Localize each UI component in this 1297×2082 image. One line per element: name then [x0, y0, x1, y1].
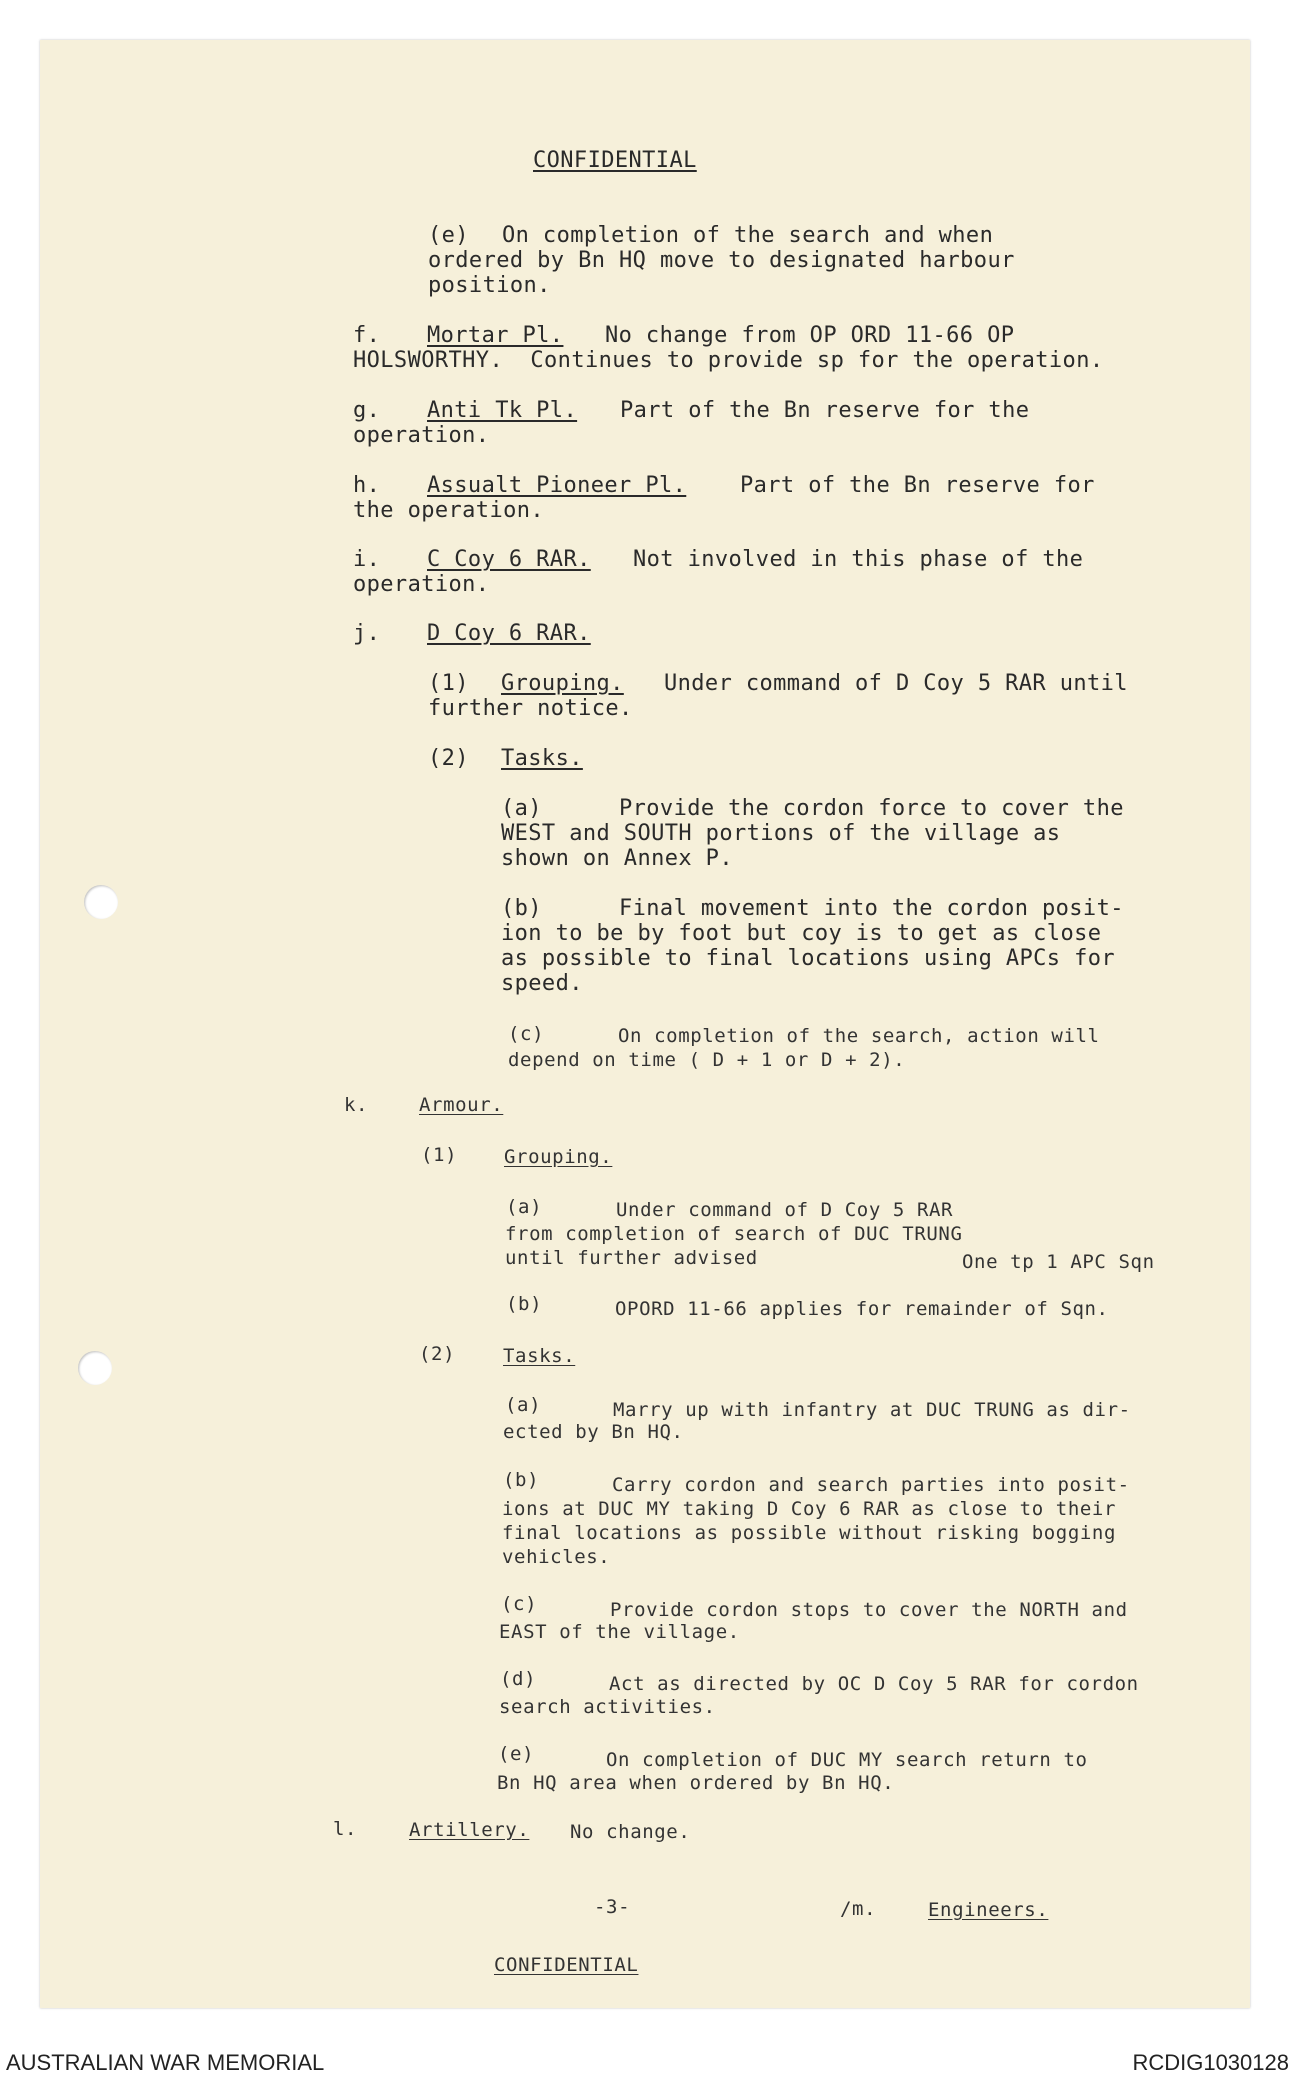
para-j-task-a-first: Provide the cordon force to cover the	[619, 796, 1124, 821]
para-k-task-e-label: (e)	[498, 1743, 535, 1765]
para-i-letter: i.	[353, 547, 381, 572]
para-f-letter: f.	[353, 323, 381, 348]
para-e-label: (e)	[428, 223, 469, 248]
para-k-task-b-line-2: ions at DUC MY taking D Coy 6 RAR as close to their	[502, 1498, 1116, 1520]
para-k-grouping-num: (1)	[421, 1144, 458, 1166]
para-j-task-b-line-3: as possible to final locations using APCs for	[501, 946, 1116, 971]
para-k-grouping-a-label: (a)	[506, 1196, 543, 1218]
para-k-task-a-first: Marry up with infantry at DUC TRUNG as dir-	[613, 1399, 1131, 1421]
page-number: -3-	[594, 1896, 631, 1918]
para-k-task-e-line-2: Bn HQ area when ordered by Bn HQ.	[497, 1772, 895, 1794]
para-j-task-a-line-3: shown on Annex P.	[501, 846, 733, 871]
para-f-heading: Mortar Pl.	[427, 323, 564, 348]
para-j-task-a-label: (a)	[501, 796, 542, 821]
para-i-line-1: Not involved in this phase of the	[633, 547, 1084, 572]
para-g-line-1: Part of the Bn reserve for the	[620, 398, 1030, 423]
para-l-text: No change.	[570, 1821, 691, 1843]
para-j-grouping-heading: Grouping.	[501, 671, 624, 696]
para-e-line-1: On completion of the search and when	[502, 223, 994, 248]
para-k-task-b-line-3: final locations as possible without risking bogging	[502, 1522, 1116, 1544]
para-k-grouping-b-label: (b)	[506, 1293, 543, 1315]
para-k-tasks-num: (2)	[419, 1343, 456, 1365]
para-j-task-a-line-2: WEST and SOUTH portions of the village as	[501, 821, 1061, 846]
para-i-line-2: operation.	[353, 572, 490, 597]
para-k-letter: k.	[344, 1094, 369, 1116]
para-g-line-2: operation.	[353, 423, 490, 448]
para-k-task-c-first: Provide cordon stops to cover the NORTH and	[610, 1599, 1128, 1621]
para-k-grouping-heading: Grouping.	[504, 1146, 613, 1168]
archive-reference: RCDIG1030128	[1132, 2050, 1289, 2075]
para-j-task-c-first: On completion of the search, action will	[618, 1025, 1100, 1047]
para-j-heading: D Coy 6 RAR.	[427, 621, 591, 646]
para-k-tasks-heading: Tasks.	[503, 1345, 576, 1367]
para-f-line-2: HOLSWORTHY. Continues to provide sp for the operation.	[353, 348, 1104, 373]
para-h-heading: Assualt Pioneer Pl.	[427, 473, 687, 498]
para-k-grouping-a-line-3: until further advised	[505, 1247, 758, 1269]
para-k-task-a-label: (a)	[505, 1394, 542, 1416]
continuation-marker: /m.	[840, 1898, 877, 1920]
para-j-task-c-label: (c)	[508, 1023, 545, 1045]
para-k-task-e-first: On completion of DUC MY search return to	[606, 1749, 1088, 1771]
para-k-task-c-line-2: EAST of the village.	[499, 1621, 740, 1643]
punch-hole-lower	[78, 1351, 112, 1385]
para-k-grouping-a-first: Under command of D Coy 5 RAR	[616, 1199, 954, 1221]
para-k-grouping-b-first: OPORD 11-66 applies for remainder of Sqn.	[615, 1298, 1109, 1320]
para-h-letter: h.	[353, 473, 381, 498]
para-j-task-b-label: (b)	[501, 896, 542, 921]
para-k-task-b-line-4: vehicles.	[502, 1546, 611, 1568]
para-j-tasks-num: (2)	[428, 746, 469, 771]
para-k-task-b-label: (b)	[503, 1469, 540, 1491]
para-j-task-c-line-2: depend on time ( D + 1 or D + 2).	[508, 1049, 906, 1071]
para-g-letter: g.	[353, 398, 381, 423]
para-k-task-d-label: (d)	[500, 1668, 537, 1690]
header-classification: CONFIDENTIAL	[533, 148, 697, 173]
para-k-grouping-a-line-2: from completion of search of DUC TRUNG	[505, 1223, 963, 1245]
para-k-task-b-first: Carry cordon and search parties into posit-	[612, 1474, 1130, 1496]
para-l-letter: l.	[333, 1818, 358, 1840]
archive-institution: AUSTRALIAN WAR MEMORIAL	[6, 2050, 325, 2075]
para-g-heading: Anti Tk Pl.	[427, 398, 578, 423]
para-i-heading: C Coy 6 RAR.	[427, 547, 591, 572]
para-j-grouping-line-1: Under command of D Coy 5 RAR until	[664, 671, 1128, 696]
para-j-task-b-line-2: ion to be by foot but coy is to get as close	[501, 921, 1102, 946]
para-k-task-d-first: Act as directed by OC D Coy 5 RAR for cordon	[609, 1673, 1139, 1695]
para-j-task-b-first: Final movement into the cordon posit-	[619, 896, 1124, 921]
para-k-task-d-line-2: search activities.	[499, 1696, 716, 1718]
para-e-line-2: ordered by Bn HQ move to designated harbour	[428, 248, 1015, 273]
para-l-heading: Artillery.	[409, 1819, 530, 1841]
punch-hole-upper	[84, 885, 118, 919]
para-k-heading: Armour.	[419, 1094, 504, 1116]
continuation-heading: Engineers.	[928, 1899, 1049, 1921]
para-k-grouping-a-side-note: One tp 1 APC Sqn	[962, 1251, 1155, 1273]
para-k-task-c-label: (c)	[501, 1593, 538, 1615]
para-h-line-1: Part of the Bn reserve for	[740, 473, 1095, 498]
footer-classification: CONFIDENTIAL	[494, 1954, 639, 1976]
para-h-line-2: the operation.	[353, 498, 545, 523]
para-f-line-1: No change from OP ORD 11-66 OP	[605, 323, 1015, 348]
para-k-task-a-line-2: ected by Bn HQ.	[503, 1421, 684, 1443]
para-j-letter: j.	[353, 621, 381, 646]
para-j-task-b-line-4: speed.	[501, 971, 583, 996]
para-j-grouping-num: (1)	[428, 671, 469, 696]
para-e-line-3: position.	[428, 273, 551, 298]
para-j-tasks-heading: Tasks.	[501, 746, 583, 771]
para-j-grouping-line-2: further notice.	[428, 696, 633, 721]
